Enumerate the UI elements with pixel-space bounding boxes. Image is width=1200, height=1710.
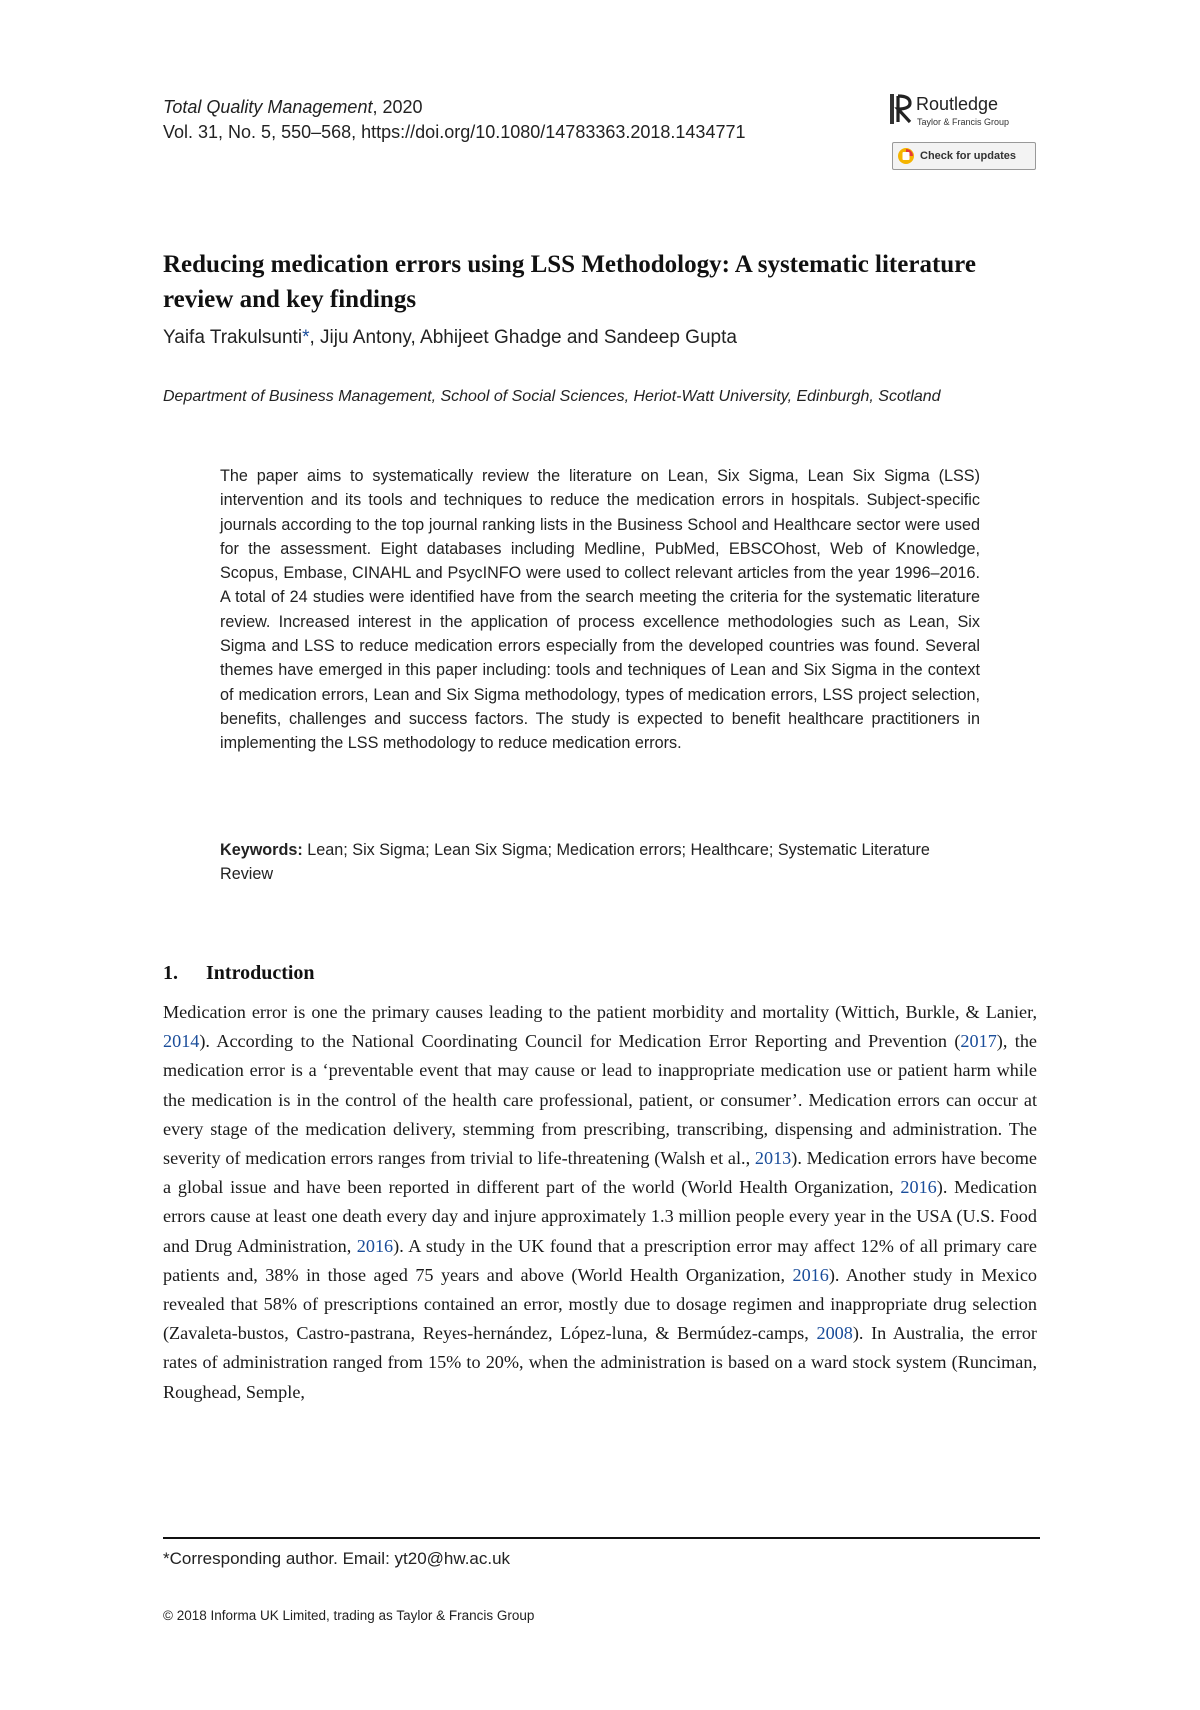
citation-link[interactable]: 2013 [754, 1148, 792, 1169]
citation-link[interactable]: 2016 [900, 1177, 937, 1198]
section-number: 1. [163, 962, 178, 984]
check-for-updates-label: Check for updates [920, 150, 1016, 162]
author-first: Yaifa Trakulsunti [163, 327, 303, 348]
section-title: Introduction [206, 962, 315, 984]
corresponding-author-footnote: *Corresponding author. Email: yt20@hw.ac.uk [163, 1549, 511, 1568]
body-text-segment: ). A study in the UK found that a prescription error may affect 12% of all primary care patients and, 38% in those aged 75 years and above (World Health Organization, [163, 1235, 1037, 1285]
corresponding-author-marker[interactable]: * [302, 327, 310, 348]
abstract-text: The paper aims to systematically review the literature on Lean, Six Sigma, Lean Six Sigma (LSS) intervention and its tools and techniques to reduce the medication errors in hospitals. Subject-specific journals according to the top journal ranking lists in the Business School and Healthcare sector were used for the assessment. Eight databases including Medline, PubMed, EBSCOhost, Web of Knowledge, Scopus, Embase, CINAHL and PsycINFO were used to collect relevant articles from the year 1996–2016. A total of 24 studies were identified have from the search meeting the criteria for the systematic literature review. Increased interest in the application of process excellence methodologies such as Lean, Six Sigma and LSS to reduce medication errors especially from the developed countries was found. Several themes have emerged in this paper including: tools and techniques of Lean and Six Sigma in the context of medication errors, Lean and Six Sigma methodology, types of medication errors, LSS project selection, benefits, challenges and success factors. The study is expected to benefit healthcare practitioners in implementing the LSS methodology to reduce medication errors. [220, 467, 980, 753]
keywords-list: Lean; Six Sigma; Lean Six Sigma; Medication errors; Healthcare; Systematic Literature Review [220, 841, 930, 883]
journal-year: , 2020 [372, 97, 423, 117]
publisher-logo[interactable] [890, 92, 1020, 128]
citation-link[interactable]: 2017 [960, 1031, 997, 1052]
keywords [220, 838, 980, 886]
body-text-segment: ), the medication error is a ‘preventable event that may cause or lead to inappropriate medication use or patient harm while the medication is in the control of the health care professional, patient, or consumer’. Medication errors can occur at every stage of the medication delivery, stemming from prescribing, transcribing, dispensing and administration. The severity of medication errors ranges from trivial to life-threatening (Walsh et al., [163, 1031, 1037, 1169]
citation-link[interactable]: 2014 [163, 1031, 200, 1052]
keywords-label: Keywords: [220, 841, 303, 859]
body-text-segment: ). Medication errors have become a global issue and have been reported in different part of the world (World Health Organization, [163, 1148, 1038, 1198]
body-text-segment: ). In Australia, the error rates of administration ranged from 15% to 20%, when the administration is based on a ward stock system (Runciman, Roughead, Semple, [163, 1323, 1037, 1402]
article-title: Reducing medication errors using LSS Methodology: A systematic literature review and key findings [163, 251, 976, 313]
check-for-updates-button[interactable] [892, 142, 1036, 170]
copyright-notice: © 2018 Informa UK Limited, trading as Taylor & Francis Group [163, 1608, 535, 1623]
citation-link[interactable]: 2016 [792, 1264, 829, 1285]
routledge-logo-icon [890, 94, 912, 124]
citation-link[interactable]: 2008 [816, 1323, 853, 1344]
journal-name: Total Quality Management [163, 97, 373, 117]
author-affiliation: Department of Business Management, School of Social Sciences, Heriot-Watt University, Edinburgh, Scotland [163, 388, 941, 405]
publisher-block [890, 92, 1040, 178]
body-text-segment: ). According to the National Coordinating Council for Medication Error Reporting and Prevention ( [199, 1031, 961, 1052]
body-text-segment: Medication error is one the primary causes leading to the patient morbidity and mortality (Wittich, Burkle, & Lanier, [163, 1002, 1037, 1022]
section-body [163, 998, 1037, 1407]
author-rest: , Jiju Antony, Abhijeet Ghadge and Sandeep Gupta [309, 327, 737, 348]
journal-info [163, 95, 746, 145]
publisher-subtitle: Taylor & Francis Group [917, 117, 1010, 127]
check-updates-icon [897, 147, 915, 165]
body-text-segment: ). Medication errors cause at least one death every day and injure approximately 1.3 million people every year in the USA (U.S. Food and Drug Administration, [163, 1177, 1037, 1256]
section-heading [163, 962, 315, 985]
body-text-segment: ). Another study in Mexico revealed that 58% of prescriptions contained an error, mostly due to dosage regimen and inappropriate drug selection (Zavaleta-bustos, Castro-pastrana, Reyes-hernández, López-luna, & Bermúdez-camps, [163, 1264, 1037, 1344]
citation-link[interactable]: 2016 [356, 1235, 394, 1256]
body-paragraph [163, 998, 1037, 1407]
journal-volume[interactable]: Vol. 31, No. 5, 550–568, https://doi.org/10.1080/14783363.2018.1434771 [163, 122, 746, 142]
footnote-divider [163, 1537, 1040, 1539]
author-list [163, 327, 737, 349]
publisher-name: Routledge [916, 94, 999, 114]
